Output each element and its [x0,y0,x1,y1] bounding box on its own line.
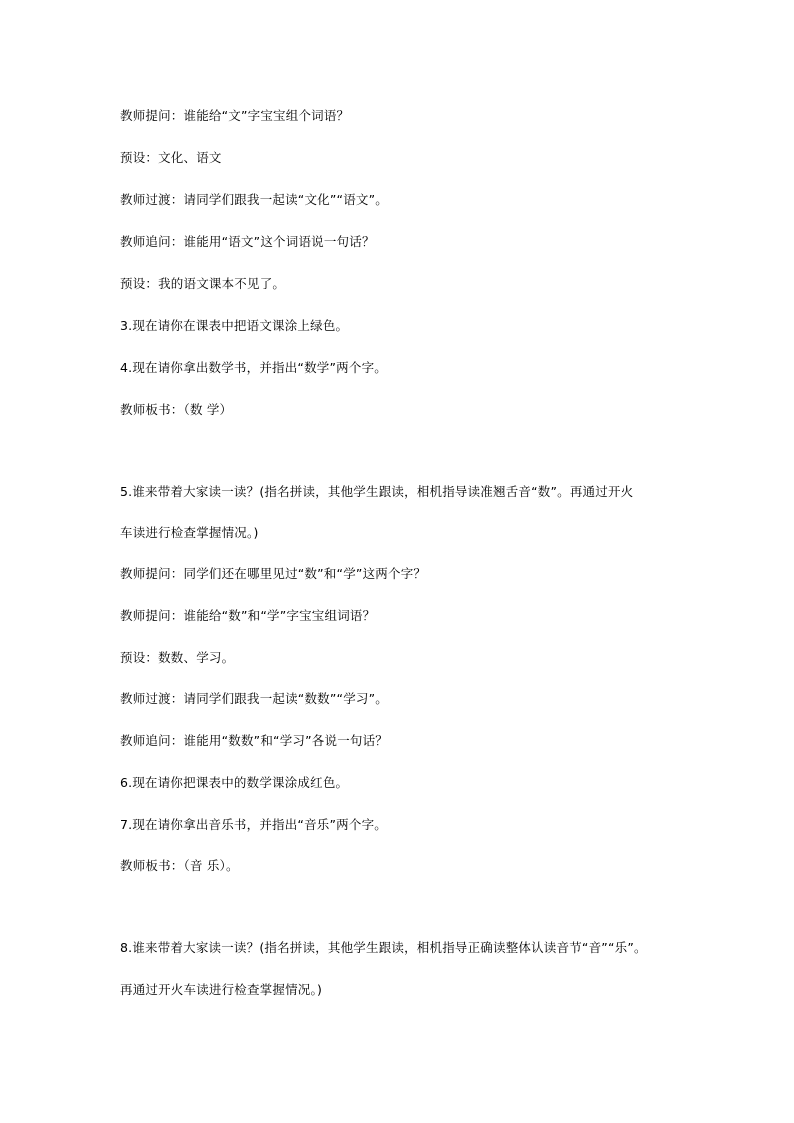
paragraph-line: 8.谁来带着大家读一读？(指名拼读，其他学生跟读，相机指导正确读整体认读音节“音”“乐”。 [120,940,647,955]
paragraph-line: 教师提问：同学们还在哪里见过“数”和“学”这两个字？ [120,566,427,581]
paragraph-line: 再通过开火车读进行检查掌握情况。) [120,982,323,997]
paragraph-line: 预设：数数、学习。 [120,650,235,665]
paragraph-line: 教师过渡：请同学们跟我一起读“文化”“语文”。 [120,192,389,207]
paragraph-line: 教师追问：谁能用“数数”和“学习”各说一句话？ [120,733,389,748]
paragraph-line: 教师板书：（音 乐）。 [120,858,239,873]
paragraph-line: 3.现在请你在课表中把语文课涂上绿色。 [120,318,349,333]
paragraph-line: 教师追问：谁能用“语文”这个词语说一句话？ [120,234,375,249]
paragraph-line: 6.现在请你把课表中的数学课涂成红色。 [120,775,349,790]
paragraph-line: 教师过渡：请同学们跟我一起读“数数”“学习”。 [120,691,389,706]
paragraph-line: 教师板书：（数 学） [120,402,233,417]
paragraph-line: 4.现在请你拿出数学书，并指出“数学”两个字。 [120,360,387,375]
paragraph-line: 车读进行检查掌握情况。) [120,525,259,540]
paragraph-line: 教师提问：谁能给“文”字宝宝组个词语？ [120,108,350,123]
paragraph-line: 预设：我的语文课本不见了。 [120,276,286,291]
paragraph-line: 7.现在请你拿出音乐书，并指出“音乐”两个字。 [120,817,387,832]
paragraph-line: 5.谁来带着大家读一读？(指名拼读，其他学生跟读，相机指导读准翘舌音“数”。再通过开火 [120,484,634,499]
paragraph-line: 预设：文化、语文 [120,150,222,165]
paragraph-line: 教师提问：谁能给“数”和“学”字宝宝组词语？ [120,608,376,623]
